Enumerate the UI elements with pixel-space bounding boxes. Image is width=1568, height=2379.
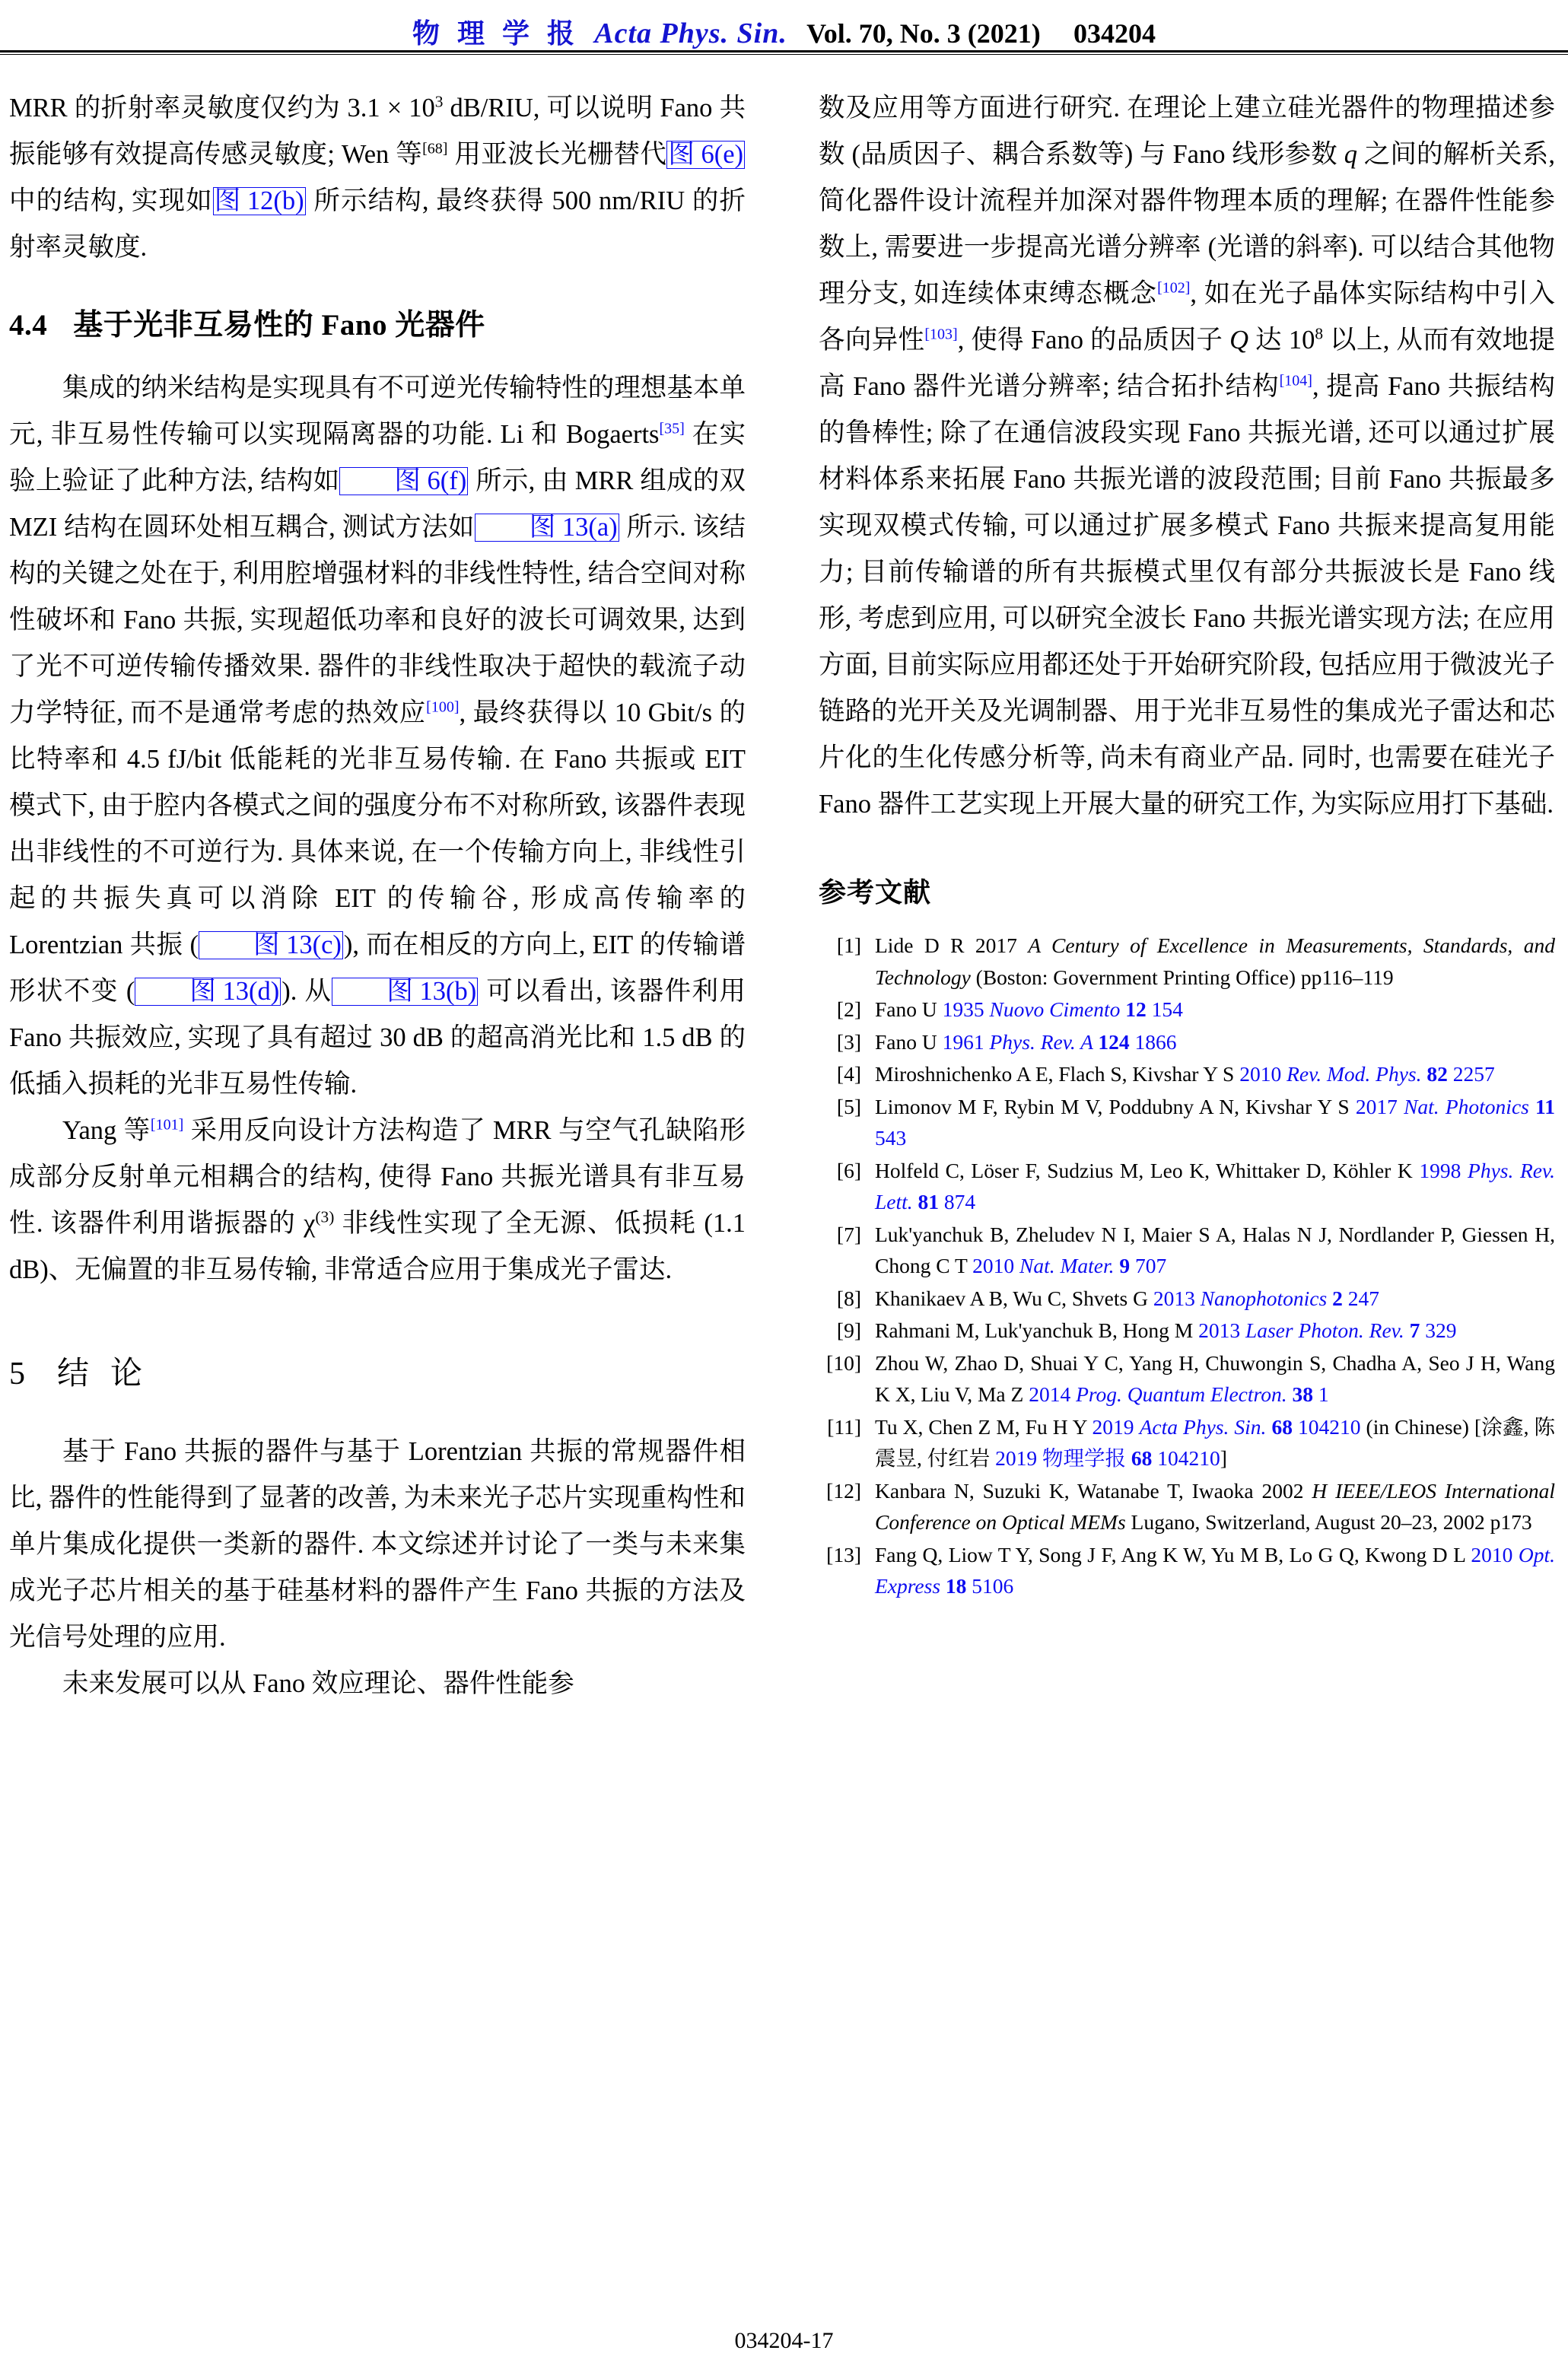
page-number: 034204-17 xyxy=(734,2328,834,2353)
reference-run[interactable]: 1998 xyxy=(1419,1158,1468,1182)
reference-number: [3] xyxy=(836,1029,861,1054)
reference-run[interactable]: 2010 xyxy=(1239,1062,1287,1086)
citation-marker[interactable]: [101] xyxy=(150,1116,184,1134)
reference-text xyxy=(875,1091,1555,1154)
reference-text xyxy=(875,1539,1555,1602)
reference-number: [2] xyxy=(836,997,861,1021)
header-rule xyxy=(0,50,1568,56)
journal-name[interactable]: Nat. Mater. xyxy=(1019,1254,1120,1277)
section-heading-5 xyxy=(9,1353,746,1395)
reference-run[interactable]: 2257 xyxy=(1447,1062,1495,1086)
citation-marker[interactable]: [35] xyxy=(659,420,685,437)
volume-number[interactable]: 124 xyxy=(1098,1029,1130,1054)
reference-run: Tu X, Chen Z M, Fu H Y xyxy=(875,1414,1093,1439)
paragraph-continued xyxy=(9,85,746,271)
text-run: 数及应用等方面进行研究. 在理论上建立硅光器件的物理描述参数 (品质因子、耦合系数等) 与 Fano 线形参数 xyxy=(819,94,1555,169)
paragraph-body xyxy=(9,365,746,1108)
reference-run: Luk'yanchuk B, Zheludev N I, Maier S A, Halas N J, Nordlander P, Giessen H, Chong C T xyxy=(875,1222,1555,1277)
reference-run: Zhou W, Zhao D, Shuai Y C, Yang H, Chuwongin S, Chadha A, Seo J H, Wang K X, Liu V, Ma Z xyxy=(875,1350,1555,1406)
references-list xyxy=(819,930,1555,1602)
reference-text xyxy=(875,994,1555,1026)
figure-link[interactable]: 图 13(a) xyxy=(475,514,619,542)
journal-name[interactable]: Acta Phys. Sin. xyxy=(1139,1414,1272,1439)
reference-run[interactable]: 2013 xyxy=(1153,1286,1201,1310)
reference-run[interactable]: 2010 xyxy=(972,1254,1019,1277)
reference-run: H IEEE/LEOS International Conference on Optical MEMs xyxy=(875,1478,1555,1534)
text-run: , 使得 Fano 的品质因子 xyxy=(957,326,1230,355)
volume-number[interactable]: 81 xyxy=(918,1190,940,1213)
reference-entry xyxy=(819,1411,1555,1474)
text-run: MRR 的折射率灵敏度仅约为 3.1 × 10 xyxy=(9,94,435,122)
figure-link[interactable]: 图 6(e) xyxy=(668,140,744,169)
paragraph-body: 基于 Fano 共振的器件与基于 Lorentzian 共振的常规器件相比, 器件的性能得到了显著的改善, 为未来光子芯片实现重构性和单片集成化提供一类新的器件. 本文综述并讨论了一类与未来集成光子芯片相关的基于硅基材料的器件产生 Fano 共振的方法及光信号处理的应用. xyxy=(9,1437,746,1652)
journal-name[interactable]: Phys. Rev. A xyxy=(989,1029,1099,1054)
text-run: 采用反向设计方法构造了 MRR 与空气孔缺陷形成部分反射单元相耦合的结构, 使得 Fano 共振光谱具有非互易性. 该器件利用谐振器的 χ xyxy=(9,1116,746,1238)
citation-marker[interactable]: [104] xyxy=(1279,372,1312,390)
exponent: 8 xyxy=(1315,324,1324,343)
reference-number: [10] xyxy=(826,1350,861,1375)
left-column xyxy=(9,85,746,1707)
reference-number: [4] xyxy=(836,1062,861,1086)
reference-number: [13] xyxy=(826,1542,861,1566)
text-run: , 如在光子晶体实际结构中引入各向异性 xyxy=(819,279,1556,355)
text-run: 非线性实现了全无源、低损耗 (1.1 dB)、无偏置的非互易传输, 非常适合应用于集成光子雷达. xyxy=(9,1209,746,1284)
reference-run[interactable]: 329 xyxy=(1420,1318,1457,1342)
reference-entry xyxy=(819,1315,1555,1347)
right-column xyxy=(819,85,1555,1603)
figure-link[interactable]: 图 12(b) xyxy=(214,186,304,215)
volume-number[interactable]: 12 xyxy=(1125,997,1147,1021)
math-symbol-q: q xyxy=(1344,140,1357,169)
volume-number[interactable]: 82 xyxy=(1426,1062,1448,1086)
volume-number[interactable]: 7 xyxy=(1409,1318,1420,1342)
journal-name[interactable]: Nat. Photonics xyxy=(1404,1094,1536,1118)
figure-link[interactable]: 图 13(d) xyxy=(135,978,281,1006)
reference-text xyxy=(875,1155,1555,1218)
section-title-char-2: 论 xyxy=(110,1356,145,1391)
reference-run[interactable]: 874 xyxy=(939,1190,976,1213)
text-run: ). 从 xyxy=(281,977,332,1006)
text-run: 中的结构, 实现如 xyxy=(9,186,213,215)
reference-entry xyxy=(819,1155,1555,1218)
text-run: 集成的纳米结构是实现具有不可逆光传输特性的理想基本单元, 非互易性传输可以实现隔离器的功能. Li 和 Bogaerts xyxy=(9,374,746,449)
volume-issue-year: Vol. 70, No. 3 (2021) xyxy=(806,18,1041,49)
reference-number: [7] xyxy=(836,1222,861,1246)
journal-name[interactable]: Prog. Quantum Electron. xyxy=(1076,1382,1293,1406)
reference-text xyxy=(875,1475,1555,1538)
reference-number: [8] xyxy=(836,1286,861,1310)
figure-link[interactable]: 图 13(c) xyxy=(199,931,343,959)
text-run: 以上, 从而有效地提高 Fano 器件光谱分辨率; 结合拓扑结构 xyxy=(819,326,1556,401)
reference-entry xyxy=(819,1347,1555,1411)
journal-title-en: Acta Phys. Sin. xyxy=(594,17,787,49)
reference-run: (in Chinese) [涂鑫, 陈震昱, 付红岩 xyxy=(875,1414,1556,1470)
reference-run[interactable]: 707 xyxy=(1130,1254,1167,1277)
reference-number: [12] xyxy=(826,1478,861,1503)
reference-text xyxy=(875,1347,1555,1411)
reference-run: Fano U xyxy=(875,997,943,1021)
text-run: , 最终获得以 10 Gbit/s 的比特率和 4.5 fJ/bit 低能耗的光非互易传输. 在 Fano 共振或 EIT 模式下, 由于腔内各模式之间的强度分布不对称所致, 该器件表现出非线性的不可逆行为. 具体来说, 在一个传输方向上, 非线性引起的共振失真可以消除 EIT 的传输谷, 形成高传输率的 Lorentzian 共振 ( xyxy=(9,698,746,959)
citation-marker[interactable]: [68] xyxy=(422,140,448,157)
header-rule-thin xyxy=(0,54,1568,55)
reference-text xyxy=(875,1315,1555,1347)
reference-entry xyxy=(819,1058,1555,1090)
text-run: 所示结构, 最终获得 500 nm/RIU 的折射率灵敏度. xyxy=(9,186,746,262)
journal-name[interactable]: Nuovo Cimento xyxy=(989,997,1126,1021)
reference-number: [9] xyxy=(836,1318,861,1342)
reference-run[interactable]: 247 xyxy=(1342,1286,1379,1310)
text-run: 可以看出, 该器件利用 Fano 共振效应, 实现了具有超过 30 dB 的超高消光比和 1.5 dB 的低插入损耗的光非互易性传输. xyxy=(9,977,746,1099)
reference-number: [6] xyxy=(836,1158,861,1182)
superscript: (3) xyxy=(315,1207,335,1226)
page-footer xyxy=(0,2328,1568,2354)
references-heading: 参考文献 xyxy=(819,877,932,908)
reference-entry xyxy=(819,1475,1555,1538)
reference-run[interactable]: 1866 xyxy=(1129,1029,1177,1054)
reference-run: A Century of Excellence in Measurements, Standards, and Technology xyxy=(875,933,1555,989)
reference-run: (Boston: Government Printing Office) pp116–119 xyxy=(970,965,1394,989)
paragraph-continued xyxy=(819,85,1555,828)
reference-run[interactable]: 104210 xyxy=(1152,1446,1220,1470)
reference-run: Fang Q, Liow T Y, Song J F, Ang K W, Yu M B, Lo G Q, Kwong D L xyxy=(875,1542,1471,1566)
journal-name[interactable]: Phys. Rev. Lett. xyxy=(875,1158,1555,1213)
reference-run[interactable]: 2010 xyxy=(1471,1542,1519,1566)
journal-name[interactable]: Laser Photon. Rev. xyxy=(1245,1318,1410,1342)
reference-run[interactable]: 1 xyxy=(1312,1382,1329,1406)
reference-entry xyxy=(819,1283,1555,1315)
text-run: 用亚波长光栅替代 xyxy=(447,140,667,169)
journal-name[interactable]: Nanophotonics xyxy=(1200,1286,1333,1310)
reference-run[interactable]: 2013 xyxy=(1198,1318,1245,1342)
text-run: 所示. 该结构的关键之处在于, 利用腔增强材料的非线性特性, 结合空间对称性破坏和 Fano 共振, 实现超低功率和良好的波长可调效果, 达到了光不可逆传输传播效果. 器件的非线性取决于超快的载流子动力学特征, 而不是通常考虑的热效应 xyxy=(9,513,746,727)
reference-text xyxy=(875,1283,1555,1315)
reference-run: Kanbara N, Suzuki K, Watanabe T, Iwaoka 2002 xyxy=(875,1478,1312,1503)
reference-entry xyxy=(819,1539,1555,1602)
reference-run: Holfeld C, Löser F, Sudzius M, Leo K, Whittaker D, Köhler K xyxy=(875,1158,1420,1182)
journal-name[interactable]: Opt. Express xyxy=(875,1542,1555,1598)
reference-entry xyxy=(819,1026,1555,1058)
reference-run[interactable]: 1961 xyxy=(942,1029,990,1054)
text-run: 在实验上验证了此种方法, 结构如 xyxy=(9,420,746,495)
reference-run[interactable]: 5106 xyxy=(966,1574,1014,1598)
math-symbol-Q: Q xyxy=(1229,326,1249,355)
volume-number[interactable]: 68 xyxy=(1271,1414,1293,1439)
text-run: Yang 等 xyxy=(62,1116,151,1145)
running-head xyxy=(0,12,1568,51)
figure-link[interactable]: 图 13(b) xyxy=(332,978,478,1006)
volume-number[interactable]: 11 xyxy=(1535,1094,1556,1118)
section-heading-4-4 xyxy=(9,306,746,345)
text-run: , 提高 Fano 共振结构的鲁棒性; 除了在通信波段实现 Fano 共振光谱, 还可以通过扩展材料体系来拓展 Fano 共振光谱的波段范围; 目前 Fano 共振最多实现双模式传输, 可以通过扩展多模式 Fano 共振来提高复用能力; 目前传输谱的所有共振模式里仅有部分共振波长是 Fano 线形, 考虑到应用, 可以研究全波长 Fano 共振光谱实现方法; 在应用方面, 目前实际应用都还处于开始研究阶段, 包括应用于微波光子链路的光开关及光调制器、用于光非互易性的集成光子雷达和芯片化的生化传感分析等, 尚未有商业产品. 同时, 也需要在硅光子 Fano 器件工艺实现上开展大量的研究工作, 为实际应用打下基础. xyxy=(819,372,1555,819)
citation-marker[interactable]: [102] xyxy=(1157,279,1191,297)
journal-title-cn: 物 理 学 报 xyxy=(412,18,580,49)
paragraph-body xyxy=(9,1108,746,1293)
reference-run: Miroshnichenko A E, Flach S, Kivshar Y S xyxy=(875,1062,1240,1086)
header-rule-thick xyxy=(0,50,1568,52)
citation-marker[interactable]: [103] xyxy=(924,326,958,343)
volume-number[interactable]: 18 xyxy=(945,1574,967,1598)
text-run: 达 10 xyxy=(1248,326,1315,355)
citation-marker[interactable]: [100] xyxy=(426,698,460,716)
exponent: 3 xyxy=(434,92,444,111)
text-run: ), 而在相反的方向上, EIT 的传输谱形状不变 ( xyxy=(9,930,746,1006)
reference-text xyxy=(875,1411,1555,1474)
volume-number[interactable]: 2 xyxy=(1332,1286,1343,1310)
reference-run: Lide D R 2017 xyxy=(875,933,1029,957)
paragraph-body: 未来发展可以从 Fano 效应理论、器件性能参 xyxy=(62,1669,574,1698)
reference-run: ] xyxy=(1220,1446,1227,1470)
reference-run[interactable]: 543 xyxy=(875,1126,907,1150)
reference-run: Limonov M F, Rybin M V, Poddubny A N, Kivshar Y S xyxy=(875,1094,1356,1118)
volume-number[interactable]: 9 xyxy=(1119,1254,1131,1277)
reference-entry xyxy=(819,994,1555,1026)
reference-run[interactable]: 2014 xyxy=(1029,1382,1077,1406)
text-run: dB/RIU, 可以说明 Fano 共振能够有效提高传感灵敏度; Wen 等 xyxy=(9,94,746,169)
article-number: 034204 xyxy=(1073,18,1156,49)
journal-name[interactable]: Rev. Mod. Phys. xyxy=(1287,1062,1427,1086)
reference-number: [11] xyxy=(827,1414,861,1439)
text-run: 之间的解析关系, 简化器件设计流程并加深对器件物理本质的理解; 在器件性能参数上, 需要进一步提高光谱分辨率 (光谱的斜率). 可以结合其他物理分支, 如连续体束缚态概念 xyxy=(819,140,1555,308)
reference-text xyxy=(875,1026,1555,1058)
reference-run[interactable]: 2017 xyxy=(1355,1094,1404,1118)
volume-number[interactable]: 68 xyxy=(1131,1446,1153,1470)
figure-link[interactable]: 图 6(f) xyxy=(339,467,468,495)
reference-run: Fano U xyxy=(875,1029,943,1054)
volume-number[interactable]: 38 xyxy=(1292,1382,1313,1406)
reference-run[interactable]: 2019 物理学报 xyxy=(995,1446,1131,1470)
reference-run: Lugano, Switzerland, August 20–23, 2002 p173 xyxy=(1125,1510,1532,1534)
section-title-char-1: 结 xyxy=(57,1356,91,1391)
reference-run[interactable]: 104210 xyxy=(1292,1414,1361,1439)
reference-run: Rahmani M, Luk'yanchuk B, Hong M xyxy=(875,1318,1199,1342)
section-title: 基于光非互易性的 Fano 光器件 xyxy=(73,309,485,342)
reference-number: [1] xyxy=(836,933,861,957)
section-number: 5 xyxy=(9,1356,27,1391)
reference-number: [5] xyxy=(836,1094,861,1118)
text-run: 所示, 由 MRR 组成的双 MZI 结构在圆环处相互耦合, 测试方法如 xyxy=(9,466,746,542)
reference-run[interactable]: 1935 xyxy=(942,997,990,1021)
reference-run: Khanikaev A B, Wu C, Shvets G xyxy=(875,1286,1153,1310)
reference-entry xyxy=(819,930,1555,993)
reference-text xyxy=(875,930,1555,993)
reference-run[interactable]: 2019 xyxy=(1092,1414,1140,1439)
reference-text xyxy=(875,1219,1555,1282)
reference-text xyxy=(875,1058,1555,1090)
reference-run[interactable]: 154 xyxy=(1146,997,1183,1021)
reference-entry xyxy=(819,1219,1555,1282)
section-number: 4.4 xyxy=(9,309,48,342)
reference-entry xyxy=(819,1091,1555,1154)
